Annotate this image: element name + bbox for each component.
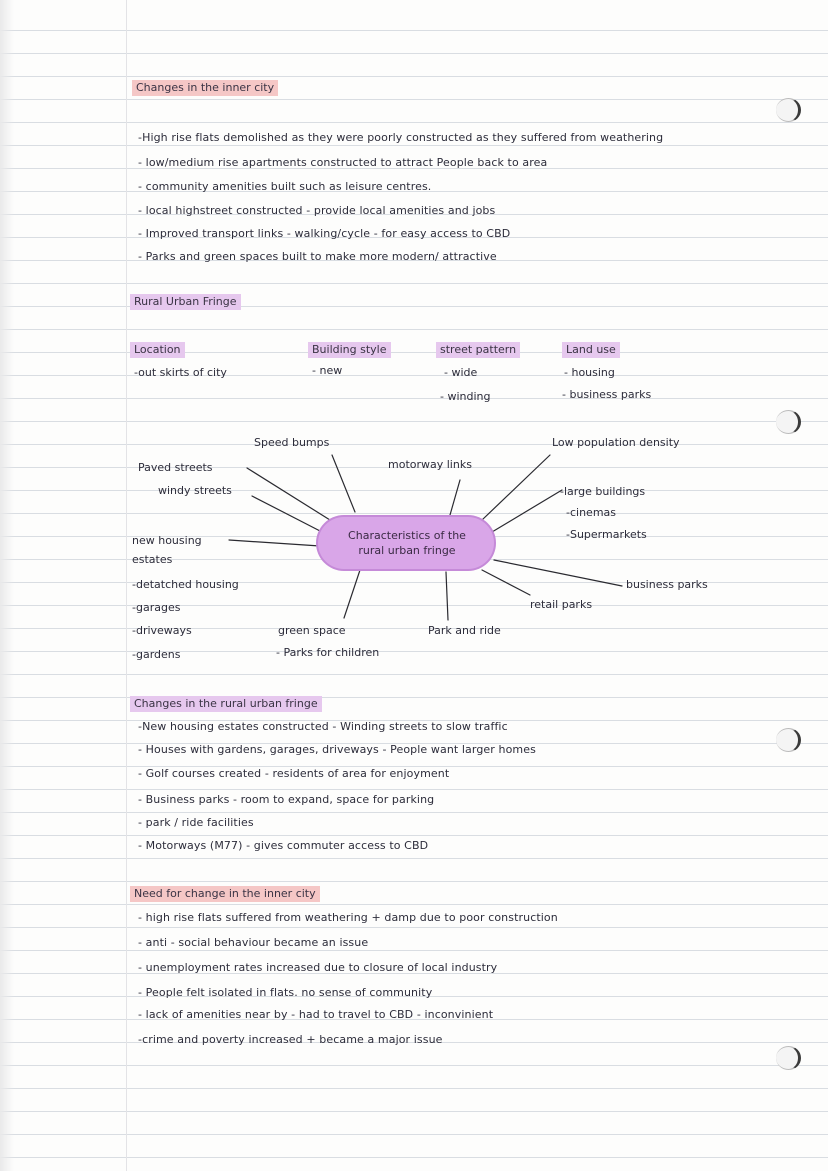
connector-line (482, 570, 530, 595)
mindmap-label: retail parks (530, 598, 593, 611)
mindmap-label: -cinemas (566, 506, 616, 519)
note-line: - Golf courses created - residents of area for enjoyment (138, 767, 450, 780)
note-line: - local highstreet constructed - provide local amenities and jobs (138, 204, 496, 217)
note-line: - People felt isolated in flats. no sense of community (138, 986, 433, 999)
mindmap-label: Low population density (552, 436, 680, 449)
heading-need-for-change: Need for change in the inner city (130, 886, 320, 902)
connector-line (247, 468, 330, 520)
mindmap-label: -detatched housing (132, 578, 239, 591)
mindmap-center-line: Characteristics of the (348, 529, 466, 542)
note-line: - low/medium rise apartments constructed to attract People back to area (138, 156, 548, 169)
connector-line (332, 455, 355, 512)
note-line: - Houses with gardens, garages, driveways - People want larger homes (138, 743, 536, 756)
connector-line (446, 572, 448, 620)
note-line: -crime and poverty increased + became a major issue (138, 1033, 443, 1046)
note-line: - high rise flats suffered from weathering + damp due to poor construction (138, 911, 558, 924)
column-item: - business parks (562, 388, 652, 401)
note-line: - unemployment rates increased due to closure of local industry (138, 961, 498, 974)
connector-line (450, 480, 460, 515)
connector-line (229, 540, 320, 546)
mindmap-label: -gardens (132, 648, 181, 661)
note-line: - Parks and green spaces built to make more modern/ attractive (138, 250, 497, 263)
mindmap-label: -large buildings (560, 485, 646, 498)
column-title-land-use: Land use (562, 342, 620, 358)
mindmap-label: -driveways (132, 624, 192, 637)
note-line: - lack of amenities near by - had to travel to CBD - inconvinient (138, 1008, 494, 1021)
note-line: -High rise flats demolished as they were poorly constructed as they suffered from weathering (138, 131, 664, 144)
column-title-building-style: Building style (308, 342, 391, 358)
mindmap-label: -Supermarkets (566, 528, 647, 541)
note-line: - Business parks - room to expand, space for parking (138, 793, 435, 806)
note-line: - park / ride facilities (138, 816, 254, 829)
mindmap-label: green space (278, 624, 346, 637)
mindmap-label: Paved streets (138, 461, 213, 474)
mindmap-label: windy streets (158, 484, 232, 497)
column-item: - housing (564, 366, 615, 379)
column-item: - wide (444, 366, 478, 379)
mindmap-label: motorway links (388, 458, 472, 471)
column-item: - winding (440, 390, 491, 403)
mindmap-label: new housing (132, 534, 202, 547)
heading-changes-inner-city: Changes in the inner city (132, 80, 278, 96)
column-title-location: Location (130, 342, 185, 358)
column-item: -out skirts of city (134, 366, 227, 379)
note-line: - anti - social behaviour became an issue (138, 936, 369, 949)
mindmap-label: Speed bumps (254, 436, 330, 449)
connector-line (252, 496, 322, 532)
mindmap-center-text (324, 528, 490, 558)
mindmap-label: business parks (626, 578, 708, 591)
connector-line (482, 455, 550, 520)
heading-changes-rural-urban-fringe: Changes in the rural urban fringe (130, 696, 322, 712)
mindmap-label: -garages (132, 601, 181, 614)
connector-line (492, 490, 562, 532)
mindmap-label: Park and ride (428, 624, 501, 637)
mindmap-label: estates (132, 553, 173, 566)
note-line: - Improved transport links - walking/cycle - for easy access to CBD (138, 227, 511, 240)
mindmap-center-line: rural urban fringe (358, 544, 456, 557)
column-title-street-pattern: street pattern (436, 342, 520, 358)
mindmap-label: - Parks for children (276, 646, 380, 659)
column-item: - new (312, 364, 343, 377)
note-line: -New housing estates constructed - Winding streets to slow traffic (138, 720, 508, 733)
connector-line (494, 560, 622, 586)
heading-rural-urban-fringe: Rural Urban Fringe (130, 294, 241, 310)
note-line: - Motorways (M77) - gives commuter access to CBD (138, 839, 429, 852)
connector-line (344, 570, 360, 618)
note-line: - community amenities built such as leisure centres. (138, 180, 432, 193)
